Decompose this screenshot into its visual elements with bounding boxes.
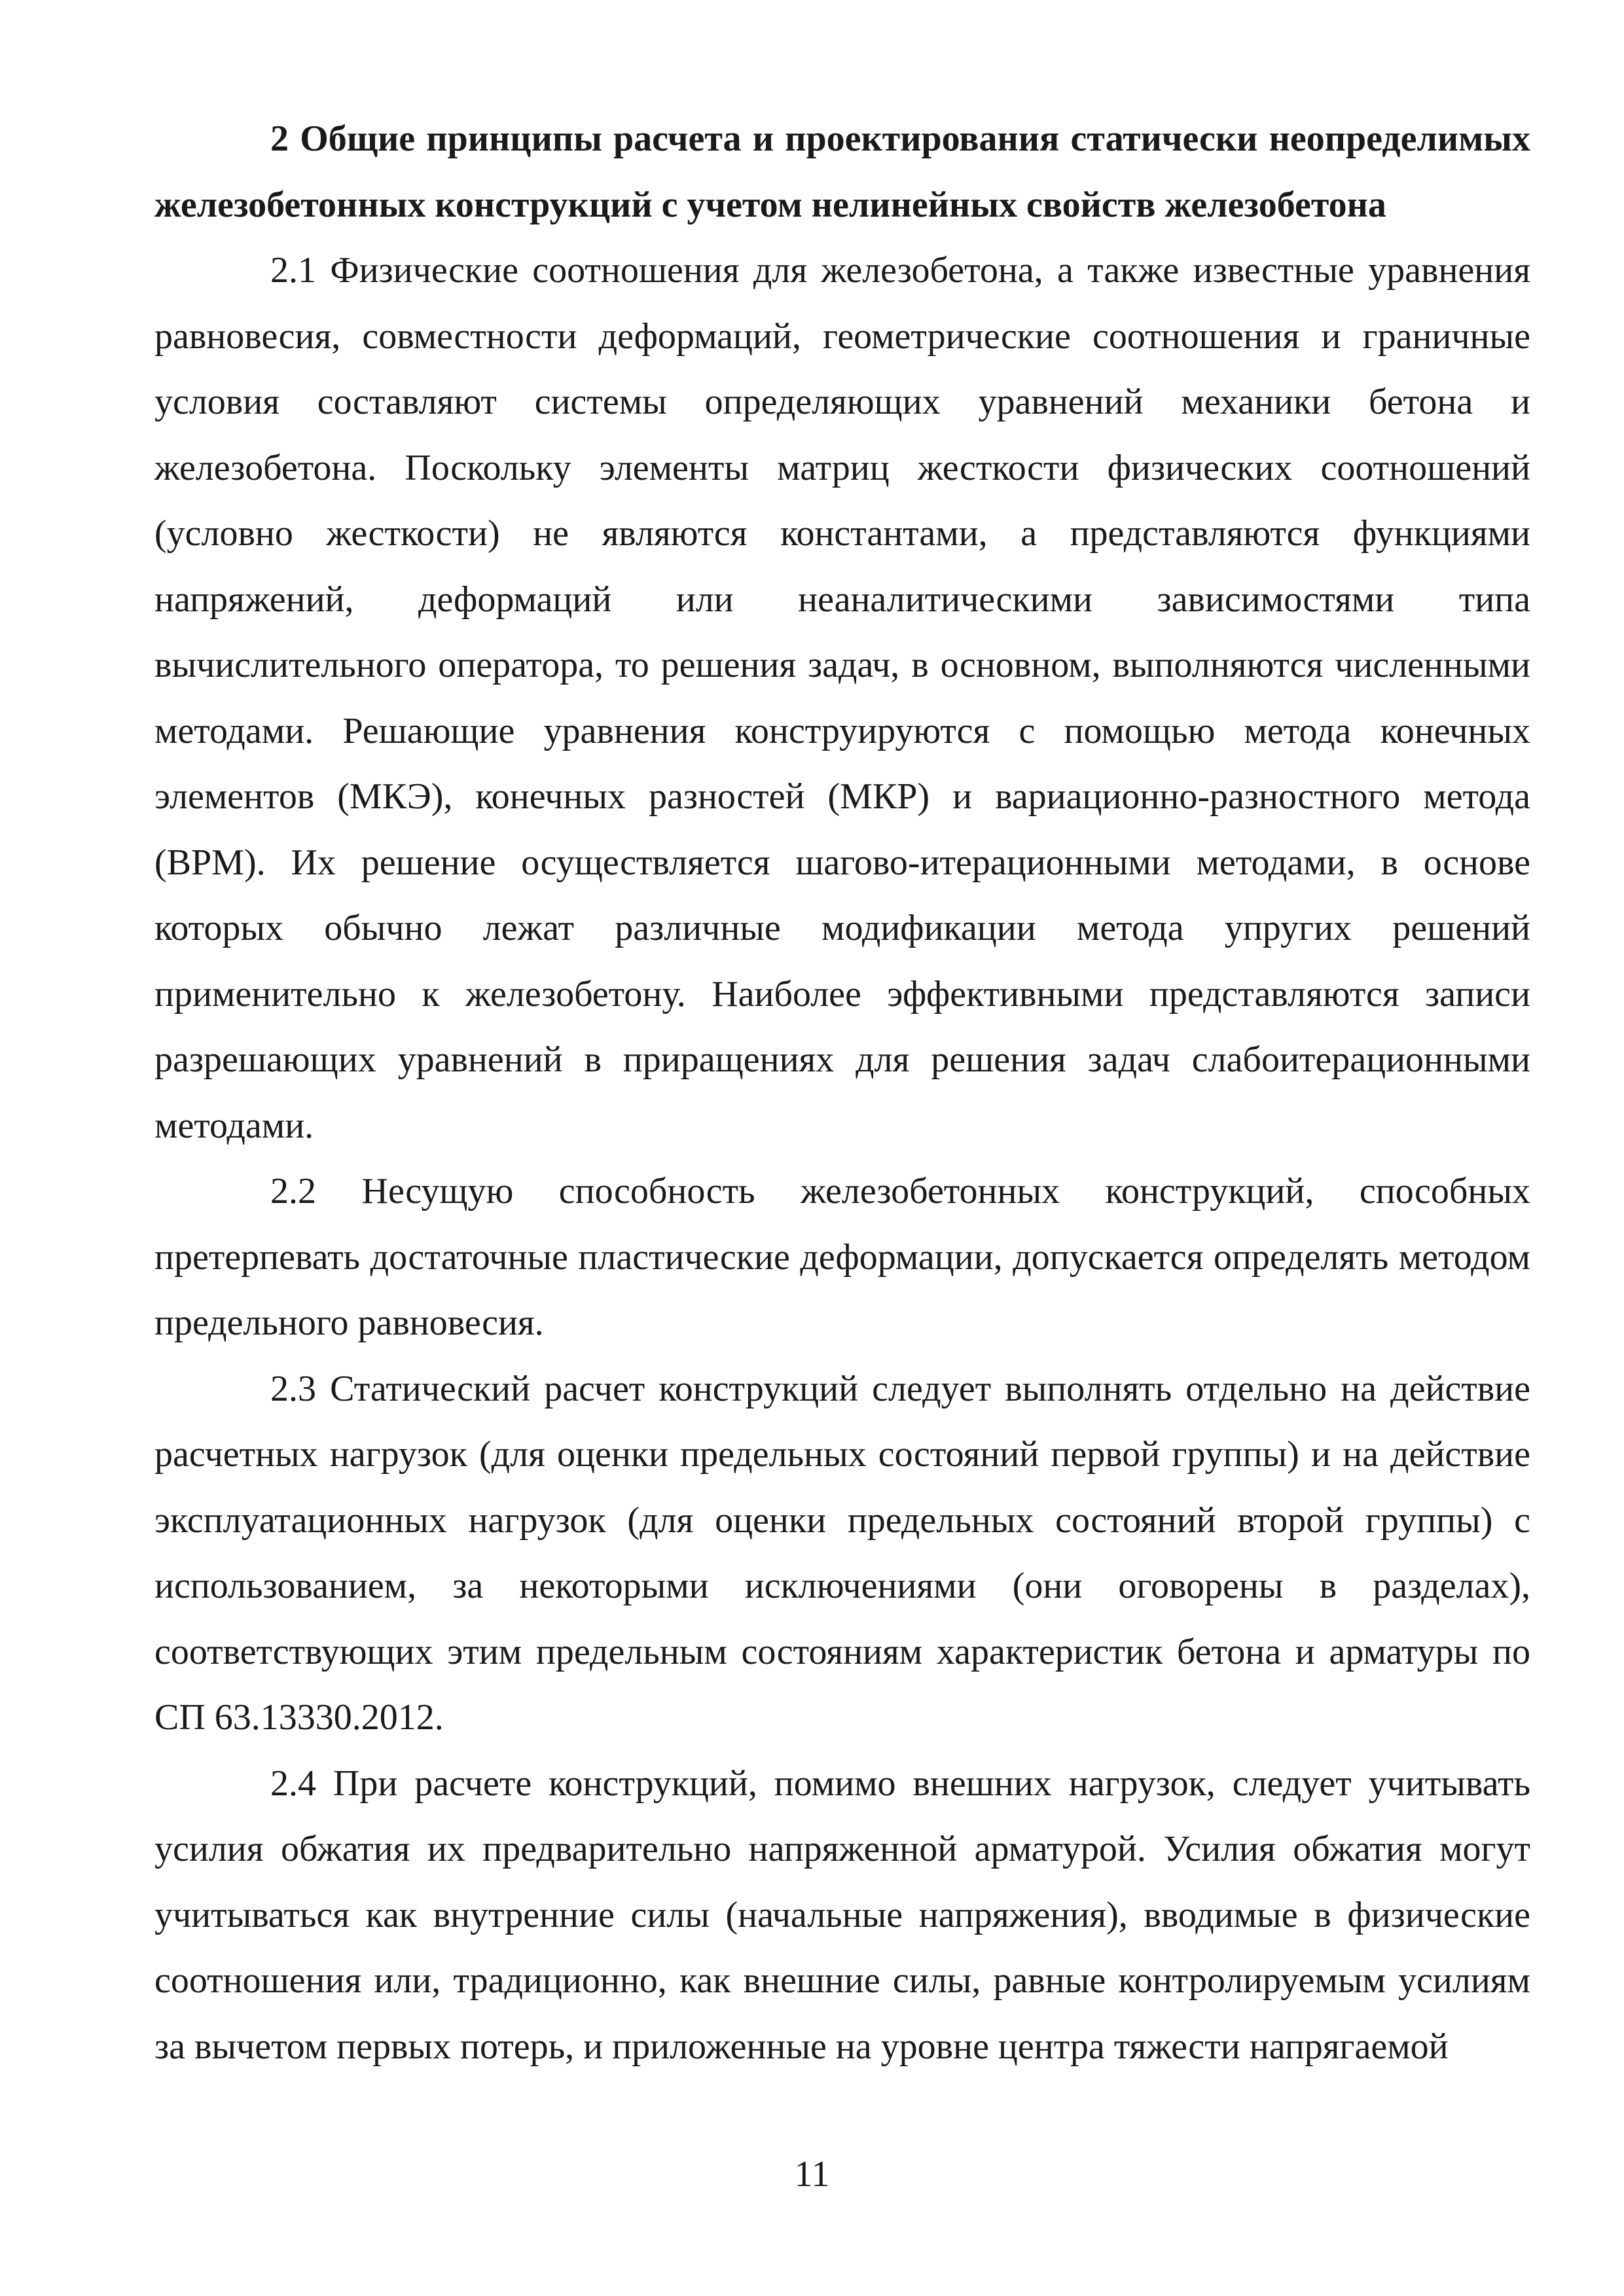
paragraph-2-4: 2.4 При расчете конструкций, помимо внешних нагрузок, следует учитывать усилия обжатия их предварительно напряженной арматурой. Усилия обжатия могут учитываться как внутренние силы (начальные напряжения), вводимые в физические соотношения или, традиционно, как внешние силы, равные контролируемым усилиям за вычетом первых потерь, и приложенные на уровне центра тяжести напрягаемой [154,1763,1530,2067]
page-number: 11 [794,2154,830,2195]
paragraph-2-3: 2.3 Статический расчет конструкций следует выполнять отдельно на действие расчетных нагрузок (для оценки предельных состояний первой группы) и на действие эксплуатационных нагрузок (для оценки предельных состояний второй группы) с использованием, за некоторыми исключениями (они оговорены в разделах), соответствующих этим предельным состояниям характеристик бетона и арматуры по СП 63.13330.2012. [154,1368,1530,1738]
paragraph-2-2: 2.2 Несущую способность железобетонных конструкций, способных претерпевать достаточные пластические деформации, допускается определять методом предельного равновесия. [154,1171,1530,1343]
paragraph-2-1: 2.1 Физические соотношения для железобетона, а также известные уравнения равновесия, совместности деформаций, геометрические соотношения и граничные условия составляют системы определяющих уравнений механики бетона и железобетона. Поскольку элементы матриц жесткости физических соотношений (условно жесткости) не являются константами, а представляются функциями напряжений, деформаций или неаналитическими зависимостями типа вычислительного оператора, то решения задач, в основном, выполняются численными методами. Решающие уравнения конструируются с помощью метода конечных элементов (МКЭ), конечных разностей (МКР) и вариационно-разностного метода (ВРМ). Их решение осуществляется шагово-итерационными методами, в основе которых обычно лежат различные модификации метода упругих решений применительно к железобетону. Наиболее эффективными представляются записи разрешающих уравнений в приращениях для решения задач слабоитерационными методами. [154,250,1530,1146]
section-heading: 2 Общие принципы расчета и проектирования статически неопределимых железобетонных конструкций с учетом нелинейных свойств железобетона [154,118,1530,225]
page-body [154,106,1530,2079]
